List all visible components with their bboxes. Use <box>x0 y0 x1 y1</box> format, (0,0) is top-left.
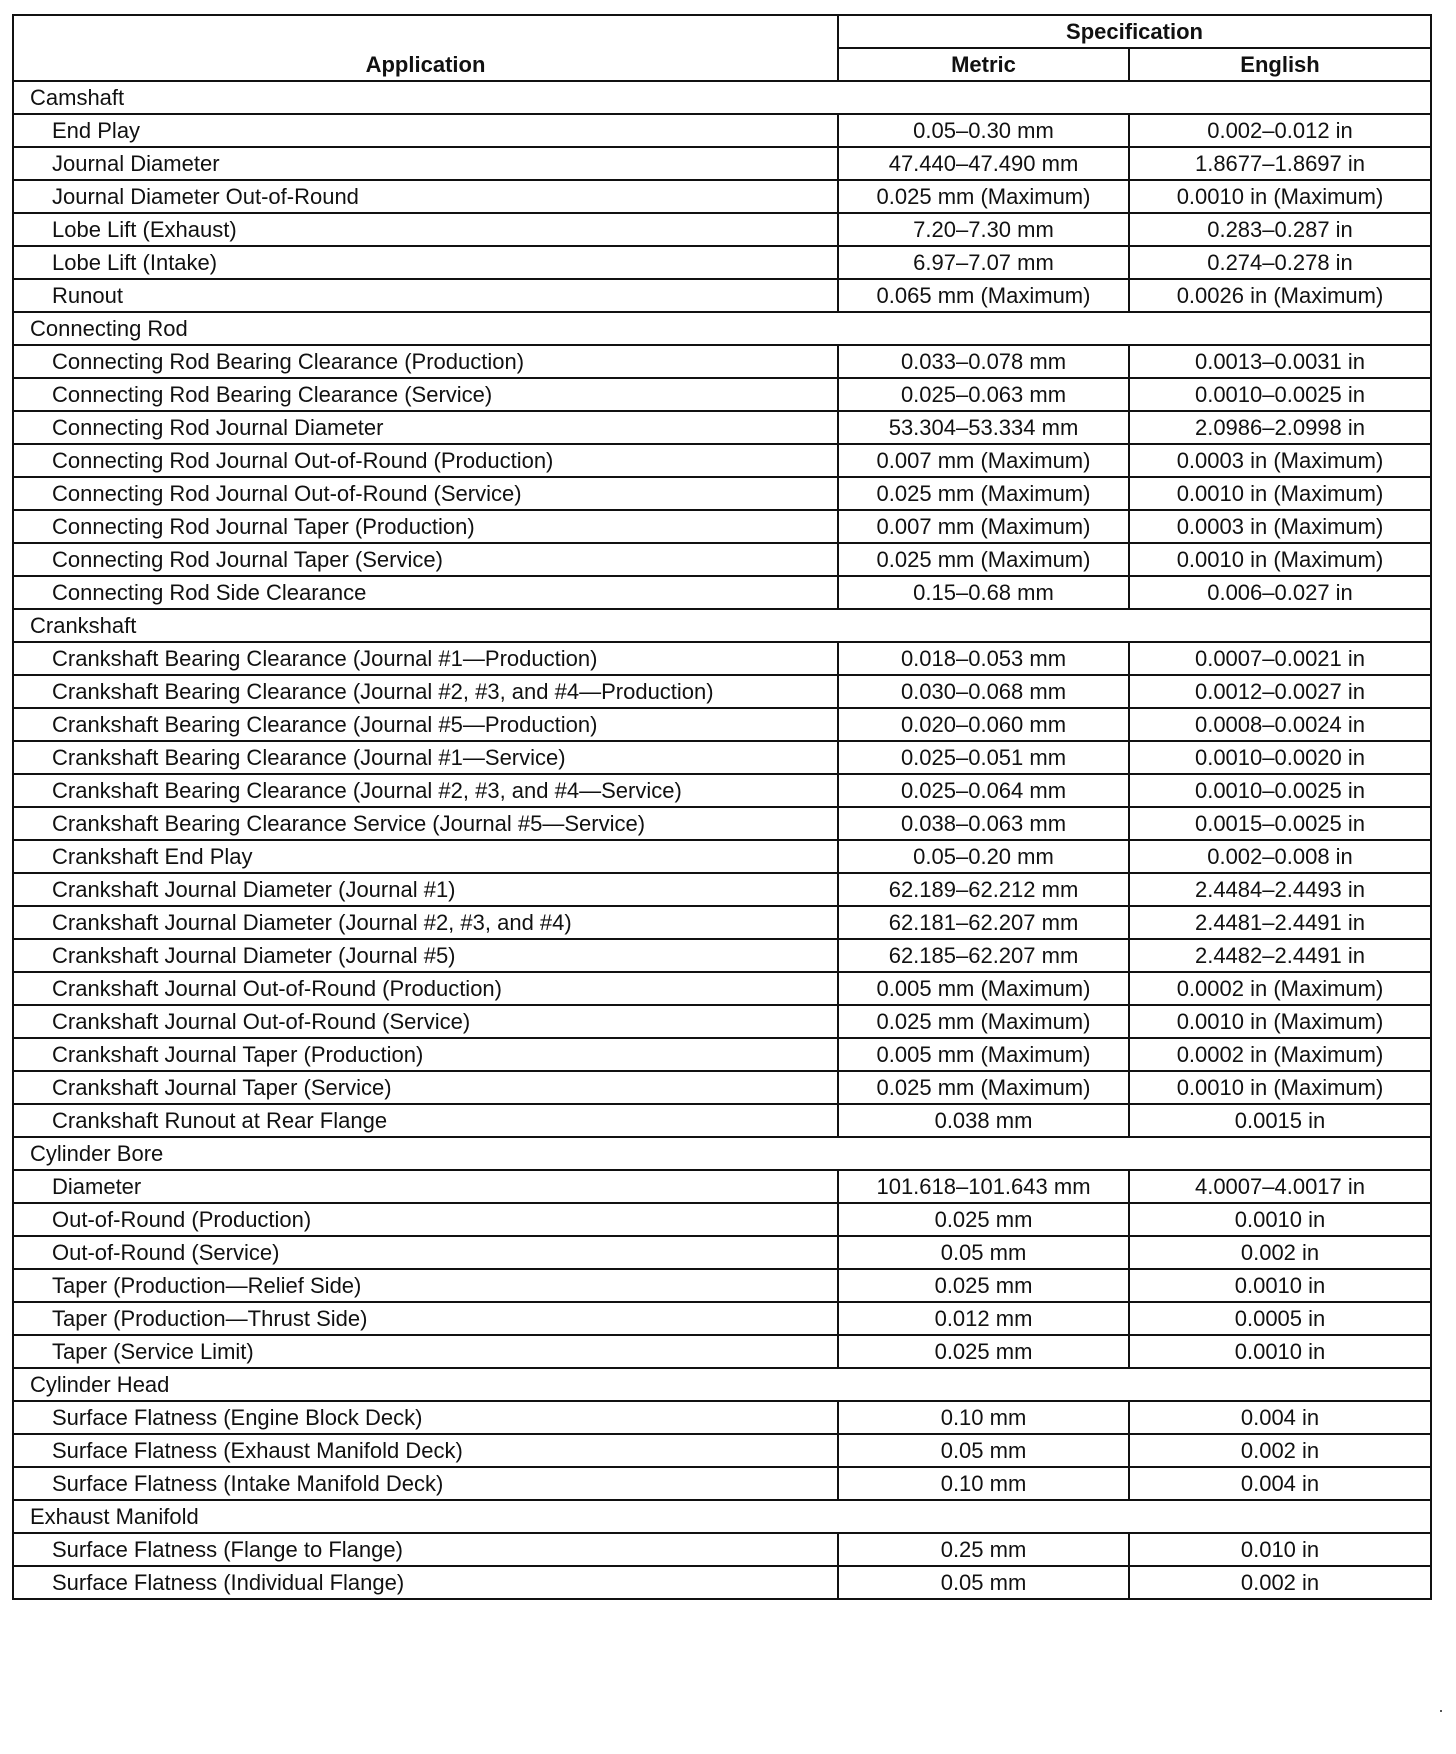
english-cell: 2.4482–2.4491 in <box>1129 939 1431 972</box>
metric-cell: 62.189–62.212 mm <box>838 873 1129 906</box>
table-row <box>13 147 1431 180</box>
english-cell: 0.0003 in (Maximum) <box>1129 510 1431 543</box>
table-row <box>13 543 1431 576</box>
section-row <box>13 1500 1431 1533</box>
application-cell: Journal Diameter <box>13 147 838 180</box>
header-row-top <box>13 15 1431 48</box>
english-cell: 0.0005 in <box>1129 1302 1431 1335</box>
table-row <box>13 1566 1431 1599</box>
english-cell: 2.4481–2.4491 in <box>1129 906 1431 939</box>
application-cell: Runout <box>13 279 838 312</box>
english-cell: 0.002–0.008 in <box>1129 840 1431 873</box>
metric-cell: 62.181–62.207 mm <box>838 906 1129 939</box>
application-cell: Crankshaft Journal Out-of-Round (Service) <box>13 1005 838 1038</box>
application-cell: Crankshaft Bearing Clearance (Journal #2, #3, and #4—Service) <box>13 774 838 807</box>
english-cell: 0.0010 in (Maximum) <box>1129 180 1431 213</box>
english-cell: 0.0010–0.0025 in <box>1129 378 1431 411</box>
table-row <box>13 279 1431 312</box>
table-row <box>13 180 1431 213</box>
metric-cell: 47.440–47.490 mm <box>838 147 1129 180</box>
metric-cell: 0.012 mm <box>838 1302 1129 1335</box>
application-cell: Connecting Rod Bearing Clearance (Service) <box>13 378 838 411</box>
english-cell: 0.002 in <box>1129 1566 1431 1599</box>
application-cell: Connecting Rod Journal Out-of-Round (Production) <box>13 444 838 477</box>
section-title: Crankshaft <box>13 609 1431 642</box>
application-cell: Crankshaft Bearing Clearance (Journal #1—Service) <box>13 741 838 774</box>
table-row <box>13 741 1431 774</box>
section-row <box>13 1137 1431 1170</box>
application-cell: Surface Flatness (Intake Manifold Deck) <box>13 1467 838 1500</box>
section-row <box>13 1368 1431 1401</box>
english-cell: 0.283–0.287 in <box>1129 213 1431 246</box>
metric-cell: 101.618–101.643 mm <box>838 1170 1129 1203</box>
table-row <box>13 708 1431 741</box>
table-row <box>13 1467 1431 1500</box>
table-row <box>13 840 1431 873</box>
application-cell: Crankshaft Journal Diameter (Journal #2, #3, and #4) <box>13 906 838 939</box>
english-cell: 0.0002 in (Maximum) <box>1129 1038 1431 1071</box>
application-cell: Crankshaft Bearing Clearance (Journal #5—Production) <box>13 708 838 741</box>
application-cell: Surface Flatness (Flange to Flange) <box>13 1533 838 1566</box>
table-row <box>13 1533 1431 1566</box>
metric-cell: 62.185–62.207 mm <box>838 939 1129 972</box>
metric-cell: 0.018–0.053 mm <box>838 642 1129 675</box>
table-row <box>13 774 1431 807</box>
english-cell: 1.8677–1.8697 in <box>1129 147 1431 180</box>
application-cell: Crankshaft Journal Taper (Service) <box>13 1071 838 1104</box>
table-row <box>13 1335 1431 1368</box>
english-cell: 0.0013–0.0031 in <box>1129 345 1431 378</box>
table-header <box>13 15 1431 81</box>
application-cell: Crankshaft Journal Taper (Production) <box>13 1038 838 1071</box>
table-row <box>13 906 1431 939</box>
section-title: Camshaft <box>13 81 1431 114</box>
english-cell: 0.0010 in <box>1129 1335 1431 1368</box>
table-row <box>13 576 1431 609</box>
application-cell: End Play <box>13 114 838 147</box>
table-row <box>13 642 1431 675</box>
section-title: Cylinder Head <box>13 1368 1431 1401</box>
metric-cell: 0.05–0.30 mm <box>838 114 1129 147</box>
metric-cell: 0.025 mm <box>838 1335 1129 1368</box>
metric-cell: 6.97–7.07 mm <box>838 246 1129 279</box>
application-cell: Crankshaft Runout at Rear Flange <box>13 1104 838 1137</box>
metric-cell: 0.065 mm (Maximum) <box>838 279 1129 312</box>
english-cell: 0.0010 in (Maximum) <box>1129 543 1431 576</box>
table-row <box>13 1038 1431 1071</box>
english-cell: 0.0010–0.0025 in <box>1129 774 1431 807</box>
application-cell: Connecting Rod Journal Out-of-Round (Service) <box>13 477 838 510</box>
metric-cell: 0.025 mm (Maximum) <box>838 180 1129 213</box>
application-cell: Crankshaft Journal Out-of-Round (Production) <box>13 972 838 1005</box>
application-cell: Taper (Production—Thrust Side) <box>13 1302 838 1335</box>
application-cell: Connecting Rod Journal Diameter <box>13 411 838 444</box>
section-title: Exhaust Manifold <box>13 1500 1431 1533</box>
english-cell: 0.0010 in (Maximum) <box>1129 1071 1431 1104</box>
application-cell: Crankshaft Bearing Clearance Service (Journal #5—Service) <box>13 807 838 840</box>
application-cell: Taper (Production—Relief Side) <box>13 1269 838 1302</box>
metric-cell: 53.304–53.334 mm <box>838 411 1129 444</box>
application-cell: Crankshaft Journal Diameter (Journal #5) <box>13 939 838 972</box>
english-cell: 0.0007–0.0021 in <box>1129 642 1431 675</box>
metric-cell: 0.020–0.060 mm <box>838 708 1129 741</box>
english-column-header: English <box>1129 48 1431 81</box>
section-row <box>13 81 1431 114</box>
table-row <box>13 1203 1431 1236</box>
table-body <box>13 81 1431 1599</box>
table-row <box>13 939 1431 972</box>
metric-cell: 0.025 mm <box>838 1269 1129 1302</box>
table-row <box>13 345 1431 378</box>
metric-cell: 7.20–7.30 mm <box>838 213 1129 246</box>
application-cell: Crankshaft End Play <box>13 840 838 873</box>
metric-cell: 0.007 mm (Maximum) <box>838 444 1129 477</box>
english-cell: 0.004 in <box>1129 1467 1431 1500</box>
metric-cell: 0.025 mm (Maximum) <box>838 477 1129 510</box>
application-cell: Surface Flatness (Engine Block Deck) <box>13 1401 838 1434</box>
metric-cell: 0.025 mm <box>838 1203 1129 1236</box>
application-cell: Journal Diameter Out-of-Round <box>13 180 838 213</box>
specification-table <box>12 14 1432 1600</box>
metric-cell: 0.030–0.068 mm <box>838 675 1129 708</box>
application-cell: Surface Flatness (Individual Flange) <box>13 1566 838 1599</box>
table-row <box>13 1071 1431 1104</box>
table-row <box>13 1434 1431 1467</box>
application-cell: Connecting Rod Bearing Clearance (Production) <box>13 345 838 378</box>
metric-cell: 0.005 mm (Maximum) <box>838 972 1129 1005</box>
metric-cell: 0.038 mm <box>838 1104 1129 1137</box>
metric-cell: 0.10 mm <box>838 1401 1129 1434</box>
metric-cell: 0.033–0.078 mm <box>838 345 1129 378</box>
section-row <box>13 312 1431 345</box>
application-cell: Taper (Service Limit) <box>13 1335 838 1368</box>
application-cell: Connecting Rod Journal Taper (Production) <box>13 510 838 543</box>
english-cell: 0.0010–0.0020 in <box>1129 741 1431 774</box>
application-cell: Out-of-Round (Production) <box>13 1203 838 1236</box>
metric-cell: 0.025–0.051 mm <box>838 741 1129 774</box>
english-cell: 0.274–0.278 in <box>1129 246 1431 279</box>
section-row <box>13 609 1431 642</box>
scan-speck <box>1440 1710 1442 1712</box>
application-cell: Connecting Rod Side Clearance <box>13 576 838 609</box>
application-column-header: Application <box>13 15 838 81</box>
table-row <box>13 213 1431 246</box>
metric-cell: 0.05 mm <box>838 1434 1129 1467</box>
metric-cell: 0.025 mm (Maximum) <box>838 1005 1129 1038</box>
table-row <box>13 378 1431 411</box>
table-row <box>13 972 1431 1005</box>
specification-column-header: Specification <box>838 15 1431 48</box>
table-row <box>13 246 1431 279</box>
english-cell: 0.002 in <box>1129 1236 1431 1269</box>
application-cell: Diameter <box>13 1170 838 1203</box>
table-row <box>13 1170 1431 1203</box>
application-cell: Out-of-Round (Service) <box>13 1236 838 1269</box>
table-row <box>13 1269 1431 1302</box>
english-cell: 2.0986–2.0998 in <box>1129 411 1431 444</box>
table-row <box>13 675 1431 708</box>
metric-column-header: Metric <box>838 48 1129 81</box>
english-cell: 0.0015–0.0025 in <box>1129 807 1431 840</box>
english-cell: 0.0010 in <box>1129 1269 1431 1302</box>
metric-cell: 0.025 mm (Maximum) <box>838 1071 1129 1104</box>
english-cell: 0.0010 in <box>1129 1203 1431 1236</box>
table-row <box>13 807 1431 840</box>
metric-cell: 0.038–0.063 mm <box>838 807 1129 840</box>
metric-cell: 0.10 mm <box>838 1467 1129 1500</box>
metric-cell: 0.007 mm (Maximum) <box>838 510 1129 543</box>
table-row <box>13 477 1431 510</box>
application-cell: Lobe Lift (Exhaust) <box>13 213 838 246</box>
table-row <box>13 1302 1431 1335</box>
section-title: Connecting Rod <box>13 312 1431 345</box>
metric-cell: 0.025 mm (Maximum) <box>838 543 1129 576</box>
metric-cell: 0.25 mm <box>838 1533 1129 1566</box>
english-cell: 0.004 in <box>1129 1401 1431 1434</box>
metric-cell: 0.05 mm <box>838 1566 1129 1599</box>
english-cell: 0.0008–0.0024 in <box>1129 708 1431 741</box>
table-row <box>13 510 1431 543</box>
metric-cell: 0.05 mm <box>838 1236 1129 1269</box>
application-cell: Surface Flatness (Exhaust Manifold Deck) <box>13 1434 838 1467</box>
english-cell: 0.0026 in (Maximum) <box>1129 279 1431 312</box>
english-cell: 0.0002 in (Maximum) <box>1129 972 1431 1005</box>
english-cell: 0.002 in <box>1129 1434 1431 1467</box>
metric-cell: 0.005 mm (Maximum) <box>838 1038 1129 1071</box>
english-cell: 0.0010 in (Maximum) <box>1129 477 1431 510</box>
application-cell: Lobe Lift (Intake) <box>13 246 838 279</box>
table-row <box>13 873 1431 906</box>
metric-cell: 0.025–0.063 mm <box>838 378 1129 411</box>
english-cell: 0.0015 in <box>1129 1104 1431 1137</box>
english-cell: 4.0007–4.0017 in <box>1129 1170 1431 1203</box>
english-cell: 0.0010 in (Maximum) <box>1129 1005 1431 1038</box>
table-row <box>13 1401 1431 1434</box>
english-cell: 0.006–0.027 in <box>1129 576 1431 609</box>
english-cell: 0.010 in <box>1129 1533 1431 1566</box>
english-cell: 0.002–0.012 in <box>1129 114 1431 147</box>
table-row <box>13 444 1431 477</box>
application-cell: Crankshaft Bearing Clearance (Journal #2, #3, and #4—Production) <box>13 675 838 708</box>
metric-cell: 0.025–0.064 mm <box>838 774 1129 807</box>
english-cell: 0.0012–0.0027 in <box>1129 675 1431 708</box>
metric-cell: 0.15–0.68 mm <box>838 576 1129 609</box>
section-title: Cylinder Bore <box>13 1137 1431 1170</box>
application-cell: Crankshaft Journal Diameter (Journal #1) <box>13 873 838 906</box>
metric-cell: 0.05–0.20 mm <box>838 840 1129 873</box>
application-cell: Connecting Rod Journal Taper (Service) <box>13 543 838 576</box>
table-row <box>13 411 1431 444</box>
table-row <box>13 1104 1431 1137</box>
english-cell: 2.4484–2.4493 in <box>1129 873 1431 906</box>
table-row <box>13 1236 1431 1269</box>
application-cell: Crankshaft Bearing Clearance (Journal #1—Production) <box>13 642 838 675</box>
table-row <box>13 1005 1431 1038</box>
english-cell: 0.0003 in (Maximum) <box>1129 444 1431 477</box>
table-row <box>13 114 1431 147</box>
